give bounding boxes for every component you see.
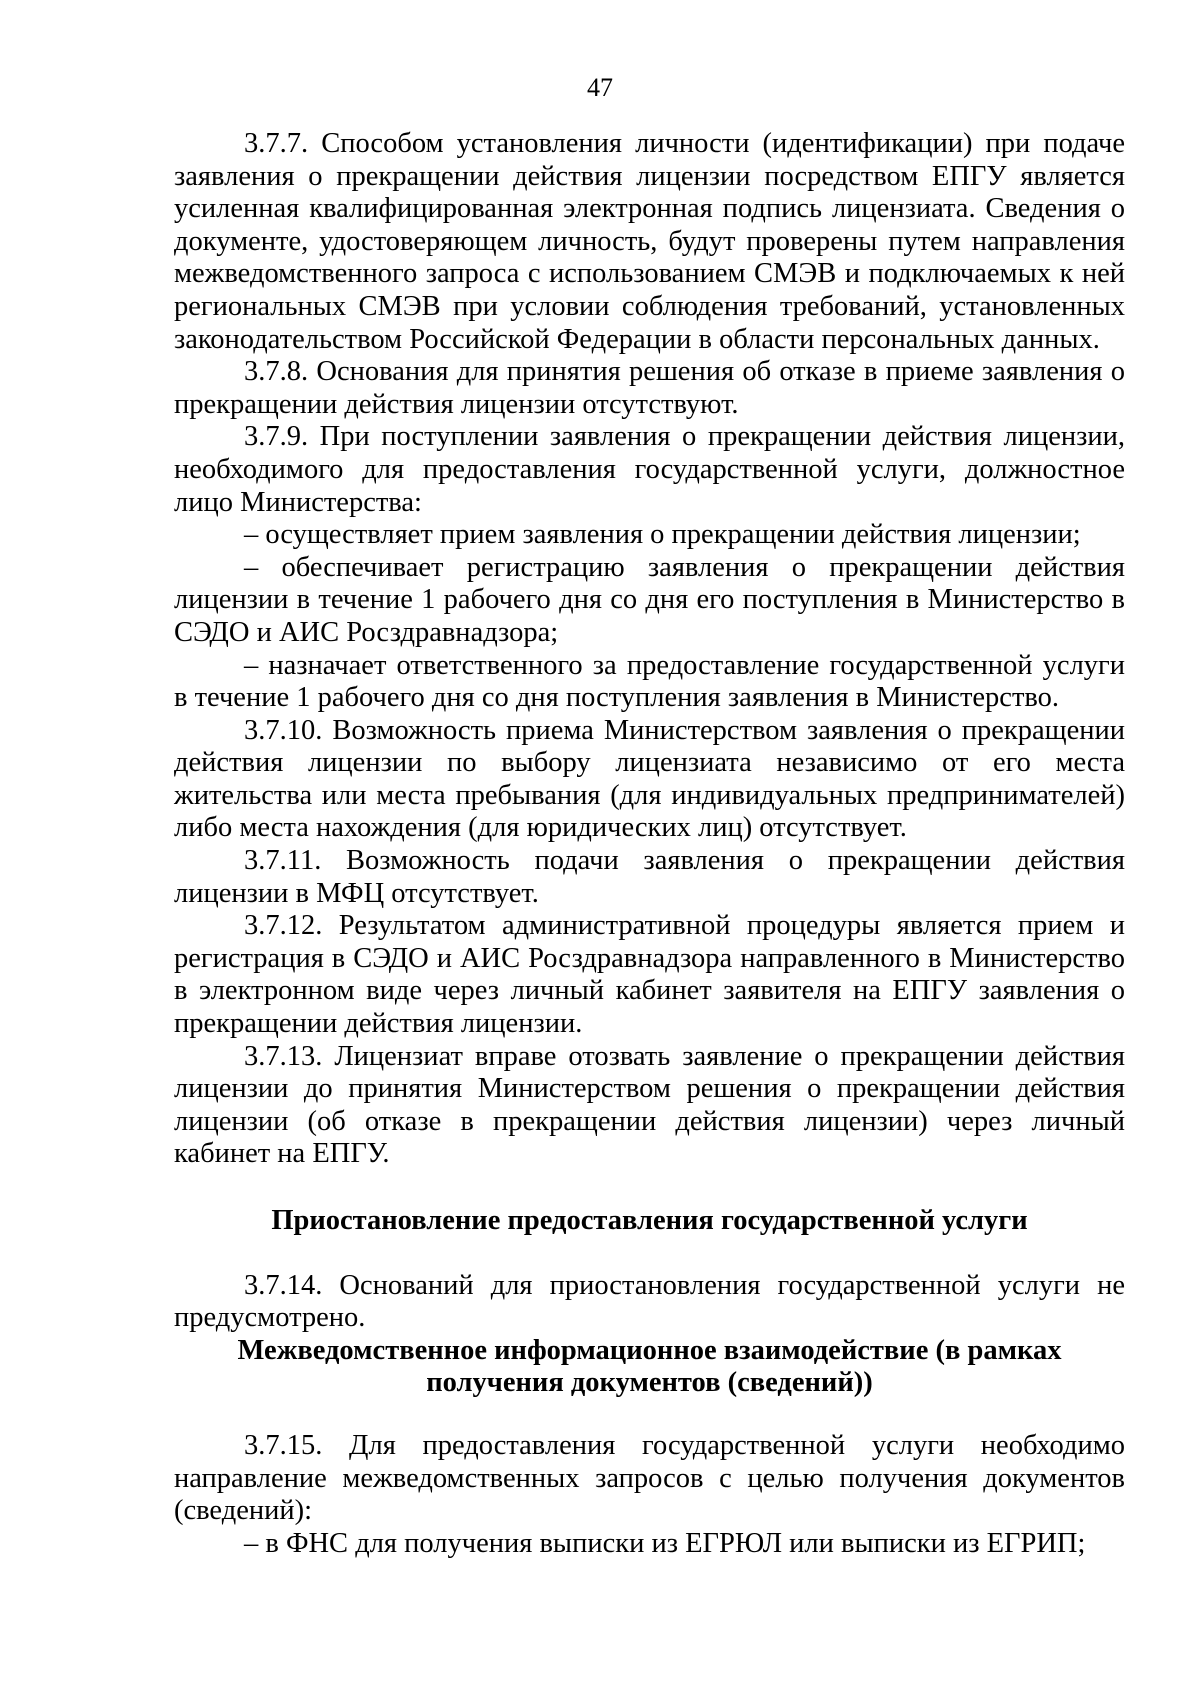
- paragraph-3-7-12: 3.7.12. Результатом административной процедуры является прием и регистрация в СЭДО и АИС Росздравнадзора направленного в Министерство в электронном виде через личный кабинет заявителя на ЕПГУ заявления о прекращении действия лицензии.: [174, 910, 1125, 1040]
- paragraph-3-7-10: 3.7.10. Возможность приема Министерством заявления о прекращении действия лицензии по выбору лицензиата независимо от его места жительства или места пребывания (для индивидуальных предпринимателей) либо места нахождения (для юридических лиц) отсутствует.: [174, 714, 1125, 844]
- paragraph-3-7-8: 3.7.8. Основания для принятия решения об отказе в приеме заявления о прекращении действия лицензии отсутствуют.: [174, 356, 1125, 420]
- paragraph-3-7-11: 3.7.11. Возможность подачи заявления о прекращении действия лицензии в МФЦ отсутствует.: [174, 845, 1125, 909]
- paragraph-3-7-7: 3.7.7. Способом установления личности (идентификации) при подаче заявления о прекращении действия лицензии посредством ЕПГУ является усиленная квалифицированная электронная подпись лицензиата. Сведения о документе, удостоверяющем личность, будут проверены путем направления межведомственного запроса с использованием СМЭВ и подключаемых к ней региональных СМЭВ при условии соблюдения требований, установленных законодательством Российской Федерации в области персональных данных.: [174, 128, 1125, 355]
- section-heading-suspension: Приостановление предоставления государственной услуги: [271, 1205, 1028, 1236]
- paragraph-3-7-15: 3.7.15. Для предоставления государственной услуги необходимо направление межведомственных запросов с целью получения документов (сведений):: [174, 1429, 1125, 1527]
- section-heading-interagency: Межведомственное информационное взаимодействие (в рамках получения документов (сведений)): [237, 1334, 1062, 1399]
- page-number: 47: [587, 73, 613, 102]
- paragraph-3-7-14: 3.7.14. Оснований для приостановления государственной услуги не предусмотрено.: [174, 1269, 1125, 1334]
- list-item-fns: – в ФНС для получения выписки из ЕГРЮЛ или выписки из ЕГРИП;: [244, 1527, 1086, 1559]
- paragraph-3-7-9: 3.7.9. При поступлении заявления о прекращении действия лицензии, необходимого для предоставления государственной услуги, должностное лицо Министерства:: [174, 421, 1125, 518]
- document-body: [174, 128, 1125, 1560]
- list-item-assign: – назначает ответственного за предоставление государственной услуги в течение 1 рабочего дня со дня поступления заявления в Министерство.: [174, 649, 1125, 714]
- list-item-accept: – осуществляет прием заявления о прекращении действия лицензии;: [244, 519, 1081, 551]
- paragraph-3-7-13: 3.7.13. Лицензиат вправе отозвать заявление о прекращении действия лицензии до принятия Министерством решения о прекращении действия лицензии (об отказе в прекращении действия лицензии) через личный кабинет на ЕПГУ.: [174, 1040, 1125, 1170]
- list-item-register: – обеспечивает регистрацию заявления о прекращении действия лицензии в течение 1 рабочего дня со дня его поступления в Министерство в СЭДО и АИС Росздравнадзора;: [174, 551, 1125, 648]
